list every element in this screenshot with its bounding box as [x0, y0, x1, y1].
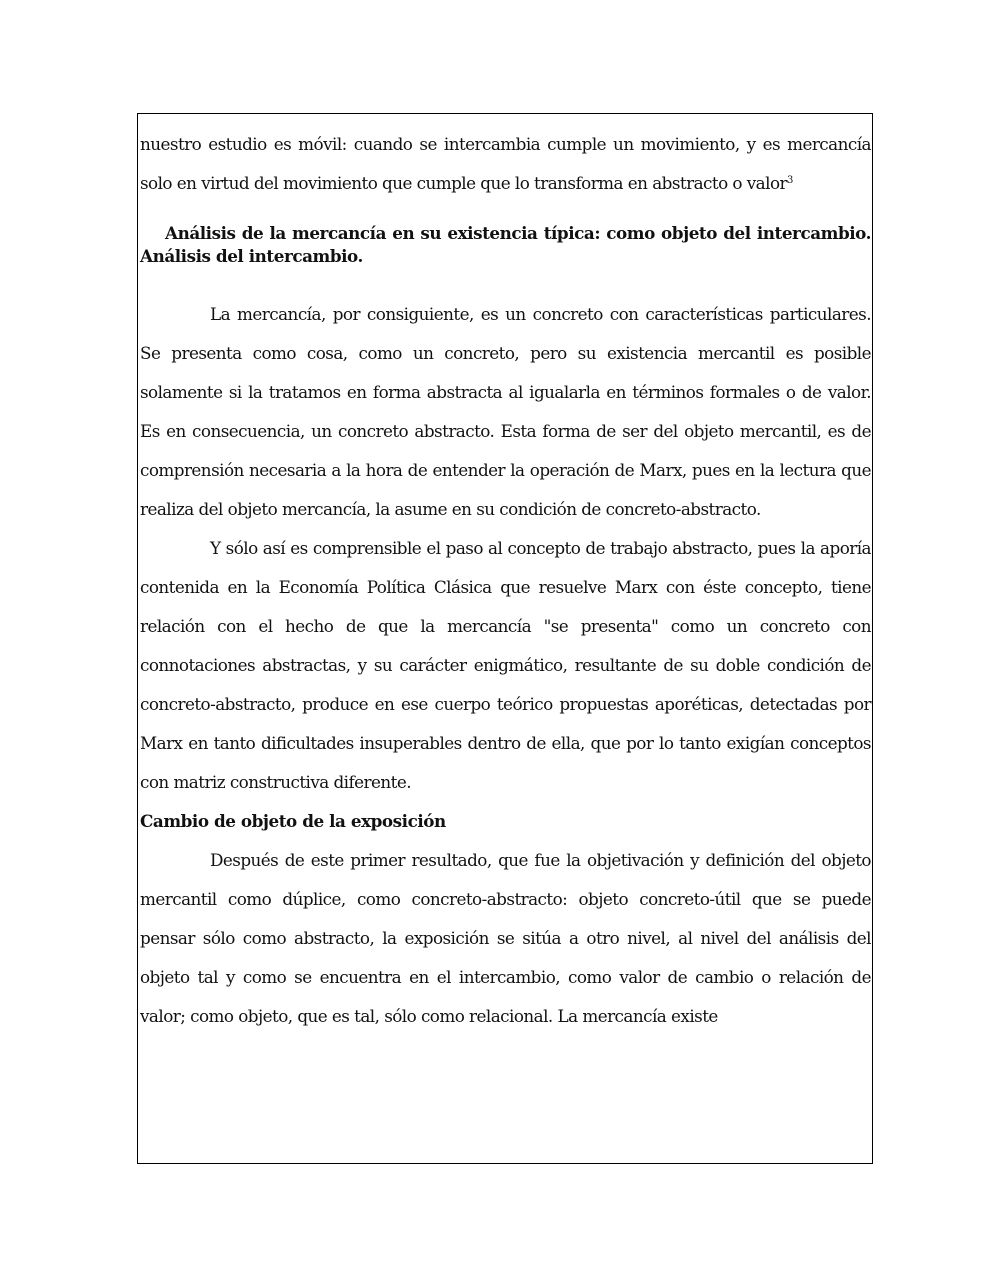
paragraph-text: nuestro estudio es móvil: cuando se intercambia cumple un movimiento, y es mercancía solo en virtud del movimiento que cumple que lo transforma en abstracto o valor: [140, 134, 871, 193]
paragraph: Después de este primer resultado, que fue la objetivación y definición del objeto mercantil como dúplice, como concreto-abstracto: objeto concreto-útil que se puede pensar sólo como abstracto, la exposición se sitúa a otro nivel, al nivel del análisis del objeto tal y como se encuentra en el intercambio, como valor de cambio o relación de valor; como objeto, que es tal, sólo como relacional. La mercancía existe: [140, 850, 871, 1026]
footnote-reference[interactable]: 3: [786, 175, 793, 186]
paragraph: La mercancía, por consiguiente, es un concreto con características particulares. Se presenta como cosa, como un concreto, pero su existencia mercantil es posible solamente si la tratamos en forma abstracta al igualarla en términos formales o de valor. Es en consecuencia, un concreto abstracto. Esta forma de ser del objeto mercantil, es de comprensión necesaria a la hora de entender la operación de Marx, pues en la lectura que realiza del objeto mercancía, la asume en su condición de concreto-abstracto.: [140, 304, 871, 519]
paragraph-continuation: [138, 125, 872, 203]
page-frame: [137, 113, 873, 1164]
section-heading: Análisis de la mercancía en su existencia típica: como objeto del intercambio. Análisis del intercambio.: [140, 223, 871, 266]
paragraph: Y sólo así es comprensible el paso al concepto de trabajo abstracto, pues la aporía contenida en la Economía Política Clásica que resuelve Marx con éste concepto, tiene relación con el hecho de que la mercancía "se presenta" como un concreto con connotaciones abstractas, y su carácter enigmático, resultante de su doble condición de concreto-abstracto, produce en ese cuerpo teórico propuestas aporéticas, detectadas por Marx en tanto dificultades insuperables dentro de ella, que por lo tanto exigían conceptos con matriz constructiva diferente.: [140, 538, 871, 792]
section-heading: Cambio de objeto de la exposición: [140, 811, 446, 831]
